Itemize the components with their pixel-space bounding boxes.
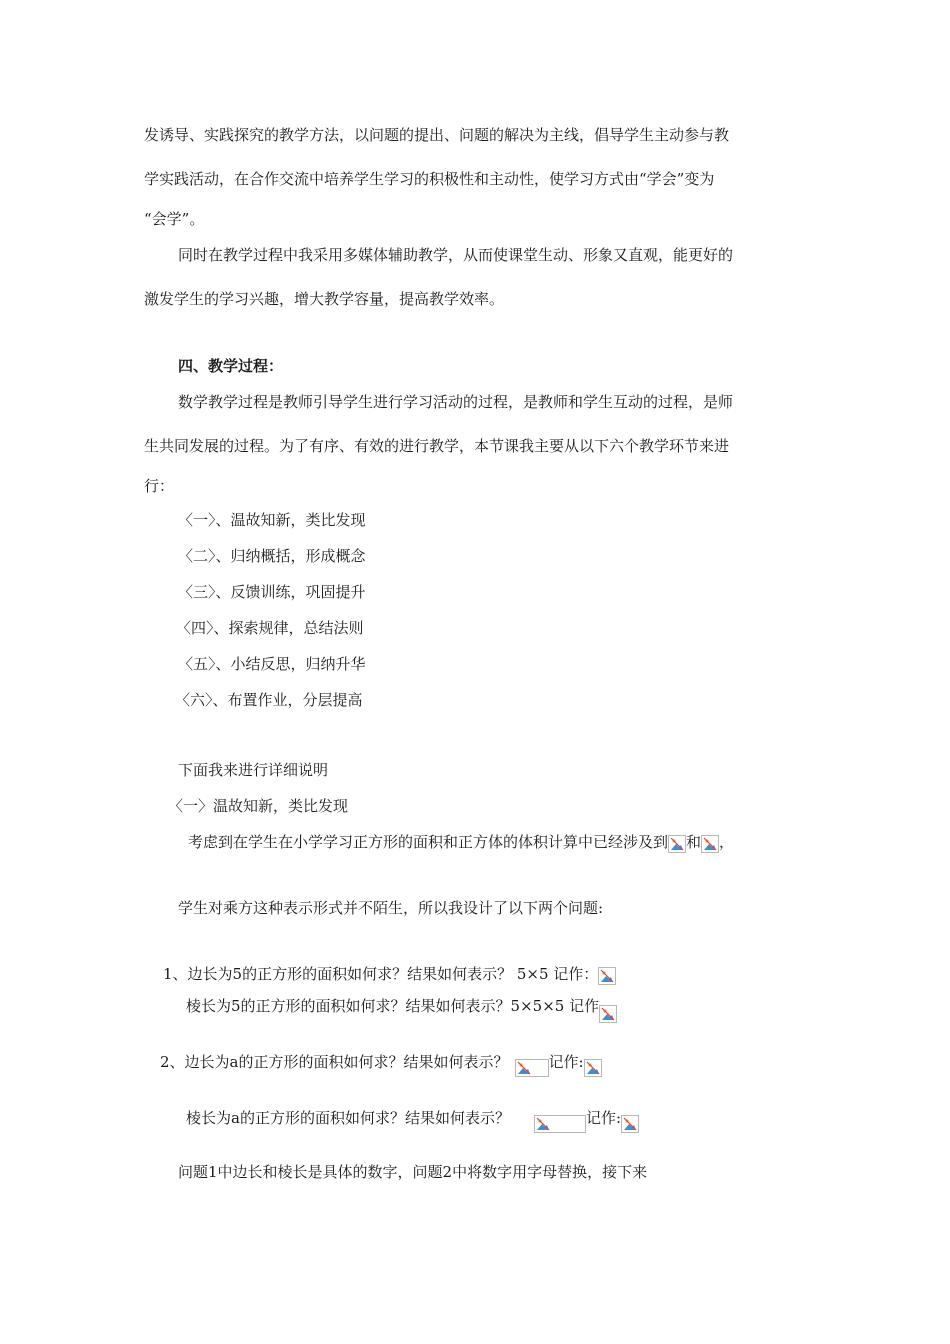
text-line: 问题1中边长和棱长是具体的数字，问题2中将数字用字母替换，接下来 bbox=[178, 1163, 648, 1181]
question-line bbox=[160, 1052, 602, 1077]
consider-end: ， bbox=[719, 833, 735, 851]
broken-image-icon bbox=[534, 1115, 586, 1133]
text-line: 行： bbox=[144, 477, 175, 495]
text-line: 下面我来进行详细说明 bbox=[178, 761, 329, 779]
list-item: 〈五〉、小结反思，归纳升华 bbox=[178, 655, 366, 673]
broken-image-icon bbox=[598, 967, 616, 985]
list-item: 〈四〉、探索规律，总结法则 bbox=[176, 619, 364, 637]
text-line: 学生对乘方这种表示形式并不陌生，所以我设计了以下两个问题: bbox=[178, 899, 604, 917]
broken-image-icon bbox=[621, 1115, 639, 1133]
broken-image-icon bbox=[584, 1059, 602, 1077]
broken-image-icon bbox=[599, 1005, 617, 1023]
section-heading: 四、教学过程： bbox=[178, 357, 284, 375]
list-item: 〈六〉、布置作业，分层提高 bbox=[175, 691, 363, 709]
text-line: 同时在教学过程中我采用多媒体辅助教学，从而使课堂生动、形象又直观，能更好的 bbox=[178, 246, 734, 264]
text-line: 数学教学过程是教师引导学生进行学习活动的过程，是教师和学生互动的过程，是师 bbox=[178, 393, 734, 411]
question-2b-note: 记作: bbox=[585, 1109, 622, 1127]
text-line: “会学”。 bbox=[144, 210, 205, 228]
text-line: 发诱导、实践探究的教学方法，以问题的提出、问题的解决为主线，倡导学生主动参与教 bbox=[144, 126, 730, 144]
consider-and: 和 bbox=[686, 833, 702, 851]
question-line bbox=[186, 1108, 639, 1133]
text-line: 生共同发展的过程。为了有序、有效的进行教学，本节课我主要从以下六个教学环节来进 bbox=[144, 437, 730, 455]
question-2b-text: 棱长为a的正方形的面积如何求？结果如何表示？ bbox=[186, 1109, 510, 1127]
question-line bbox=[186, 996, 617, 1023]
question-1b-text: 棱长为5的正方形的面积如何求？结果如何表示？5×5×5 记作 bbox=[186, 997, 600, 1015]
question-line bbox=[163, 964, 616, 985]
sub-heading: 〈一〉温故知新，类比发现 bbox=[168, 797, 349, 815]
question-2a-note: 记作: bbox=[548, 1053, 584, 1071]
text-line: 激发学生的学习兴趣，增大教学容量，提高教学效率。 bbox=[144, 290, 505, 308]
question-2a-text: 2、边长为a的正方形的面积如何求？结果如何表示？ bbox=[160, 1053, 509, 1071]
list-item: 〈三〉、反馈训练，巩固提升 bbox=[178, 583, 366, 601]
broken-image-icon bbox=[701, 835, 719, 853]
text-line bbox=[188, 832, 734, 853]
question-1a-text: 1、边长为5的正方形的面积如何求？结果如何表示？ 5×5 记作： bbox=[163, 965, 599, 983]
broken-image-icon bbox=[515, 1059, 549, 1077]
list-item: 〈二〉、归纳概括，形成概念 bbox=[178, 547, 366, 565]
consider-text: 考虑到在学生在小学学习正方形的面积和正方体的体积计算中已经涉及到 bbox=[188, 833, 669, 851]
list-item: 〈一〉、温故知新，类比发现 bbox=[178, 511, 366, 529]
broken-image-icon bbox=[668, 835, 686, 853]
text-line: 学实践活动，在合作交流中培养学生学习的积极性和主动性，使学习方式由“学会”变为 bbox=[144, 170, 715, 188]
